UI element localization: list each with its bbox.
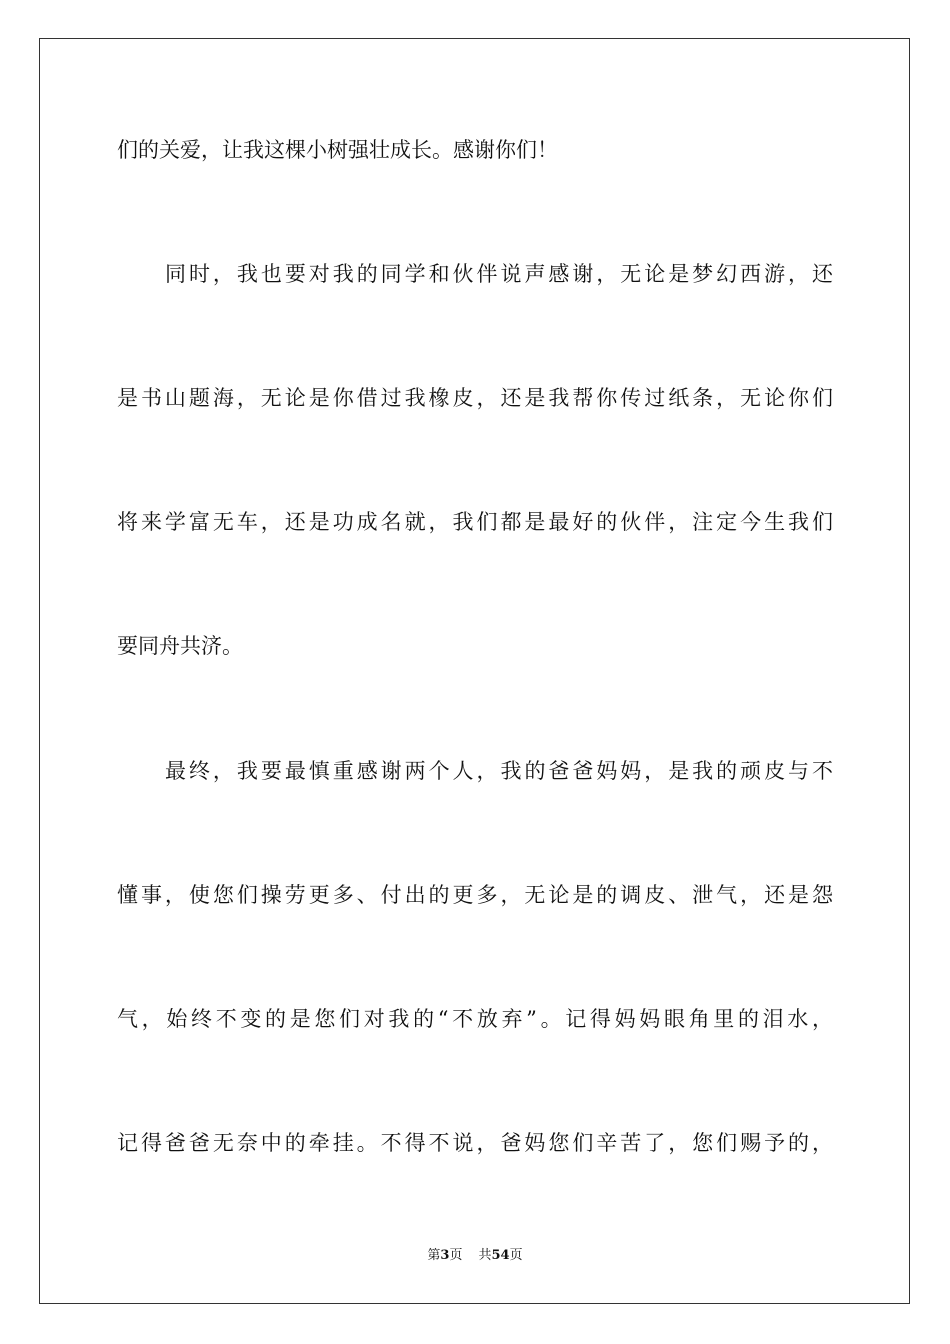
total-suffix: 页 (509, 1248, 523, 1263)
page-border (39, 38, 910, 1304)
page-suffix: 页 (449, 1248, 463, 1263)
current-page-number: 3 (440, 1248, 450, 1263)
text-line: 懂事，使您们操劳更多、付出的更多，无论是的调皮、泄气，还是怨 (117, 883, 833, 907)
text-line: 是书山题海，无论是你借过我橡皮，还是我帮你传过纸条，无论你们 (117, 386, 833, 410)
total-prefix: 共 (478, 1248, 492, 1263)
text-line: 气，始终不变的是您们对我的“不放弃”。记得妈妈眼角里的泪水， (117, 1007, 833, 1031)
text-line: 要同舟共济。 (117, 634, 243, 658)
paragraph-first-line: 最终，我要最慎重感谢两个人，我的爸爸妈妈，是我的顽皮与不 (165, 759, 833, 783)
text-line: 们的关爱，让我这棵小树强壮成长。感谢你们！ (117, 138, 558, 162)
page-prefix: 第 (427, 1248, 441, 1263)
text-line: 记得爸爸无奈中的牵挂。不得不说，爸妈您们辛苦了，您们赐予的， (117, 1131, 833, 1155)
text-line: 将来学富无车，还是功成名就，我们都是最好的伙伴，注定今生我们 (117, 510, 833, 534)
page-footer (0, 1248, 950, 1264)
total-page-count: 54 (491, 1248, 510, 1263)
paragraph-first-line: 同时，我也要对我的同学和伙伴说声感谢，无论是梦幻西游，还 (165, 262, 833, 286)
